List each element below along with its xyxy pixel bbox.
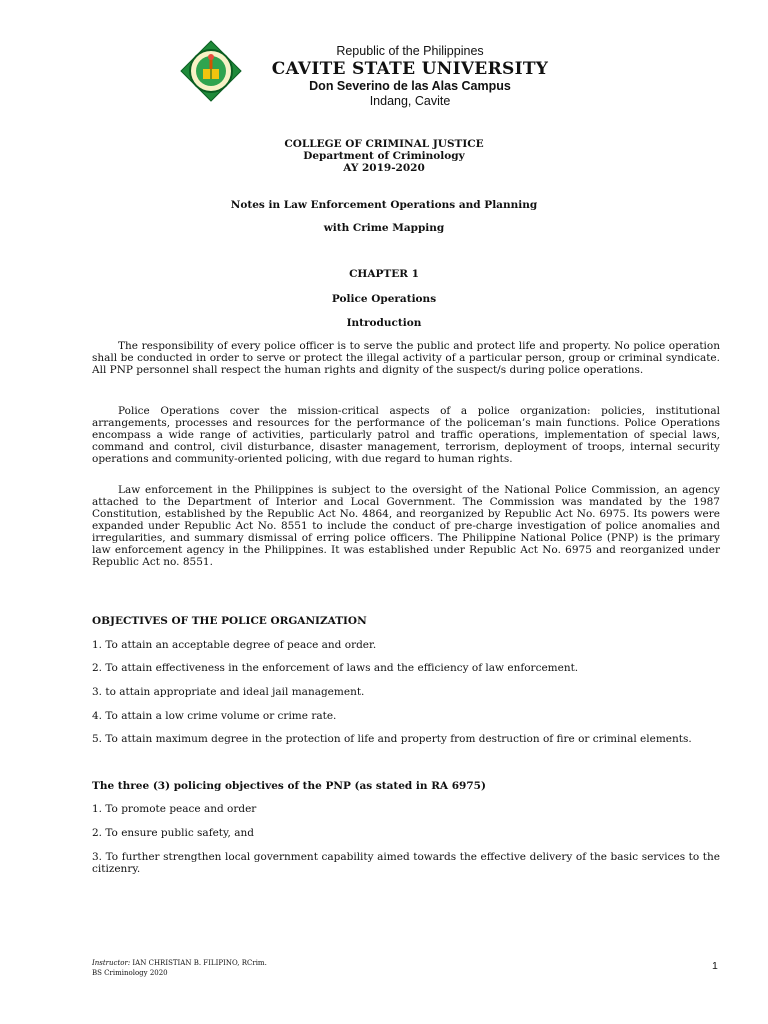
pnp-objective-item: 1. To promote peace and order <box>92 803 257 815</box>
chapter-title: Police Operations <box>331 293 437 305</box>
intro-paragraph-2: Police Operations cover the mission-critical aspects of a police organization: policies, institutional arrangements, processes and resources for the performance of the policeman’s main functions. Police Operations encompass a wide range of activities, particularly patrol and traffic operations, implementation of special laws, command and control, civil disturbance, disaster management, terrorism, deployment of troops, internal security operations and community-oriented policing, with due regard to human rights. <box>92 405 720 465</box>
objective-item: 1. To attain an acceptable degree of peace and order. <box>92 639 377 651</box>
page-footer <box>92 958 267 978</box>
pnp-objectives-heading: The three (3) policing objectives of the PNP (as stated in RA 6975) <box>92 780 486 792</box>
instructor-name: IAN CHRISTIAN B. FILIPINO, RCrim. <box>130 959 267 967</box>
pnp-objective-item: 3. To further strengthen local government capability aimed towards the effective delivery of the basic services to the citizenry. <box>92 851 720 875</box>
university-seal-logo <box>180 40 242 102</box>
department-name: Department of Criminology <box>303 150 465 162</box>
college-name: COLLEGE OF CRIMINAL JUSTICE <box>284 138 484 150</box>
chapter-number: CHAPTER 1 <box>349 268 419 280</box>
republic-label: Republic of the Philippines <box>336 44 484 58</box>
intro-paragraph-1: The responsibility of every police officer is to serve the public and protect life and property. No police operation shall be conducted in order to serve or protect the illegal activity of a particular person, group or criminal syndicate. All PNP personnel shall respect the human rights and dignity of the suspect/s during police operations. <box>92 340 720 376</box>
intro-paragraph-3: Law enforcement in the Philippines is subject to the oversight of the National Police Commission, an agency attached to the Department of Interior and Local Government. The Commission was mandated by the 1987 Constitution, established by the Republic Act No. 4864, and reorganized by Republic Act No. 6975. Its powers were expanded under Republic Act No. 8551 to include the conduct of pre-charge investigation of police anomalies and irregularities, and summary dismissal of erring police officers. The Philippine National Police (PNP) is the primary law enforcement agency in the Philippines. It was established under Republic Act No. 6975 and reorganized under Republic Act no. 8551. <box>92 484 720 568</box>
university-name: CAVITE STATE UNIVERSITY <box>271 59 549 79</box>
notes-title-line2: with Crime Mapping <box>323 222 445 234</box>
objective-item: 5. To attain maximum degree in the protection of life and property from destruction of fire or criminal elements. <box>92 733 692 745</box>
page-number: 1 <box>712 960 718 972</box>
town-name: Indang, Cavite <box>369 94 451 108</box>
objective-item: 4. To attain a low crime volume or crime rate. <box>92 710 337 722</box>
objective-item: 3. to attain appropriate and ideal jail management. <box>92 686 365 698</box>
objectives-heading: OBJECTIVES OF THE POLICE ORGANIZATION <box>92 615 367 627</box>
instructor-line <box>92 958 267 968</box>
pnp-objective-item: 2. To ensure public safety, and <box>92 827 254 839</box>
objective-item: 2. To attain effectiveness in the enforcement of laws and the efficiency of law enforcement. <box>92 662 579 674</box>
instructor-label: Instructor: <box>92 959 131 967</box>
course-line: BS Criminology 2020 <box>92 969 168 977</box>
academic-year: AY 2019-2020 <box>343 162 425 174</box>
notes-title-line1: Notes in Law Enforcement Operations and Planning <box>230 199 538 211</box>
chapter-subtitle: Introduction <box>346 317 422 329</box>
campus-name: Don Severino de las Alas Campus <box>309 79 511 93</box>
